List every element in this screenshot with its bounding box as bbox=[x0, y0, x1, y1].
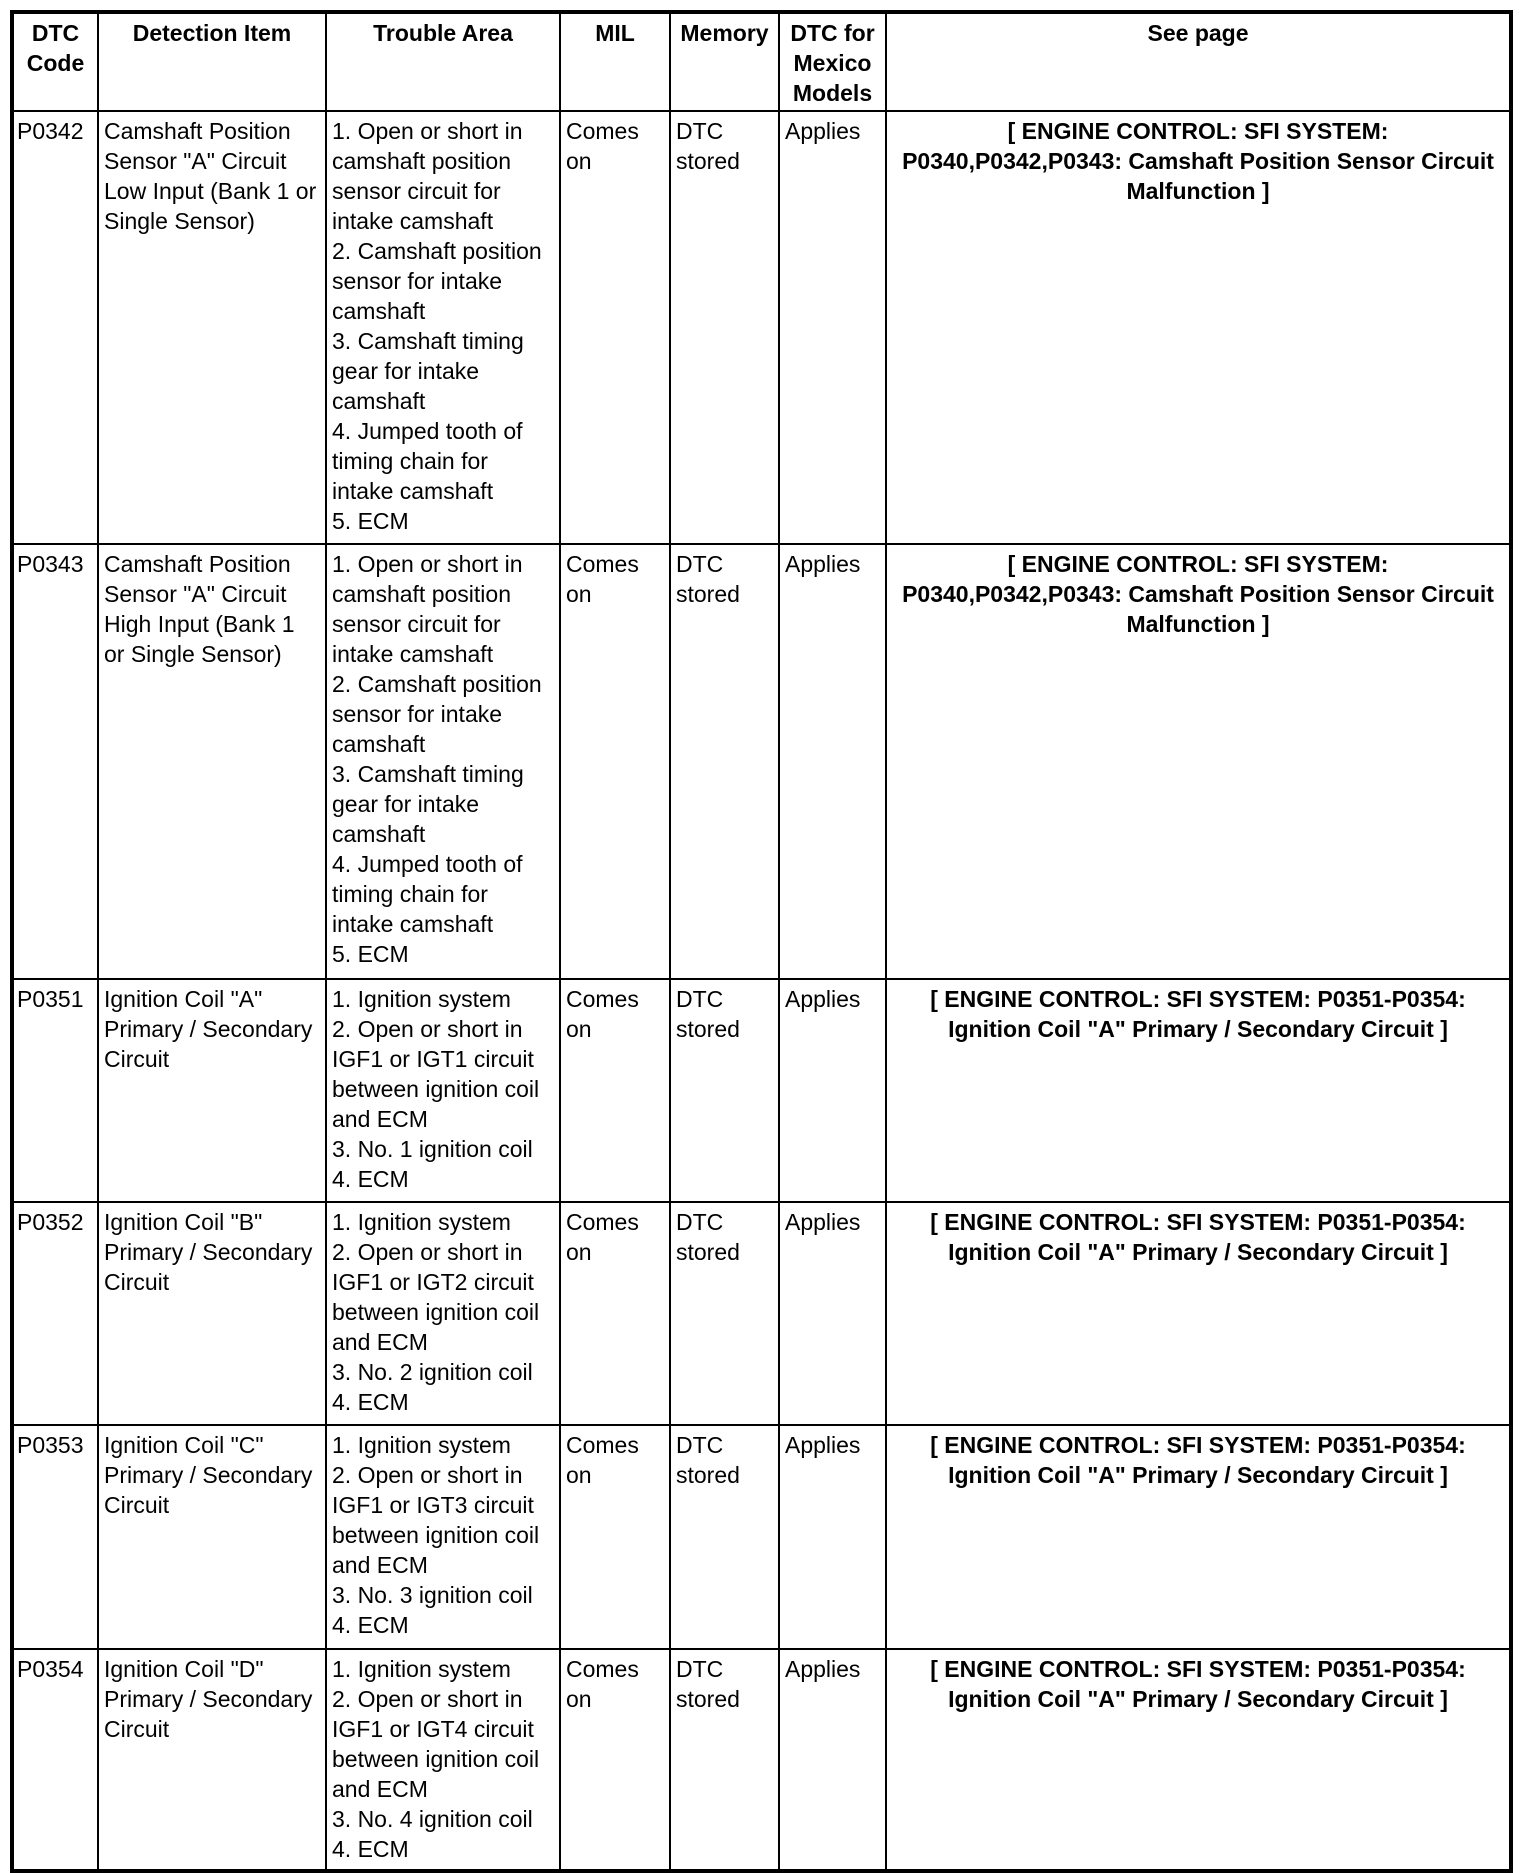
memory-status: DTC stored bbox=[670, 544, 779, 979]
trouble-area-item: 5. ECM bbox=[332, 941, 409, 967]
mil-status: Comes on bbox=[560, 1425, 670, 1649]
dtc-code: P0353 bbox=[12, 1425, 98, 1649]
header-row bbox=[12, 12, 1511, 111]
trouble-area-item: 1. Ignition system bbox=[332, 1432, 511, 1458]
table-row bbox=[12, 544, 1511, 979]
see-page-link[interactable]: [ ENGINE CONTROL: SFI SYSTEM: P0340,P0342,P0343: Camshaft Position Sensor Circuit Malfunction ] bbox=[886, 111, 1511, 544]
header-dtc-code: DTC Code bbox=[12, 12, 98, 111]
mexico-applies: Applies bbox=[779, 1649, 886, 1871]
table-row bbox=[12, 979, 1511, 1202]
mil-status: Comes on bbox=[560, 1202, 670, 1425]
header-mil: MIL bbox=[560, 12, 670, 111]
see-page-link[interactable]: [ ENGINE CONTROL: SFI SYSTEM: P0351-P0354: Ignition Coil "A" Primary / Secondary Circuit ] bbox=[886, 1649, 1511, 1871]
mil-status: Comes on bbox=[560, 111, 670, 544]
table-row bbox=[12, 111, 1511, 544]
table-row bbox=[12, 1649, 1511, 1871]
memory-status: DTC stored bbox=[670, 979, 779, 1202]
trouble-area-item: 4. ECM bbox=[332, 1612, 409, 1638]
trouble-area-item: 3. Camshaft timing gear for intake camshaft bbox=[332, 761, 524, 847]
memory-status: DTC stored bbox=[670, 1202, 779, 1425]
trouble-area-item: 4. ECM bbox=[332, 1166, 409, 1192]
mexico-applies: Applies bbox=[779, 1202, 886, 1425]
detection-item: Ignition Coil "B" Primary / Secondary Circuit bbox=[98, 1202, 326, 1425]
header-memory: Memory bbox=[670, 12, 779, 111]
dtc-table bbox=[10, 10, 1513, 1873]
trouble-area bbox=[326, 1425, 560, 1649]
table-row bbox=[12, 1202, 1511, 1425]
detection-item: Camshaft Position Sensor "A" Circuit Low Input (Bank 1 or Single Sensor) bbox=[98, 111, 326, 544]
trouble-area-item: 4. ECM bbox=[332, 1389, 409, 1415]
mil-status: Comes on bbox=[560, 544, 670, 979]
see-page-link[interactable]: [ ENGINE CONTROL: SFI SYSTEM: P0351-P0354: Ignition Coil "A" Primary / Secondary Circuit ] bbox=[886, 1425, 1511, 1649]
trouble-area-item: 1. Ignition system bbox=[332, 986, 511, 1012]
mexico-applies: Applies bbox=[779, 111, 886, 544]
see-page-link[interactable]: [ ENGINE CONTROL: SFI SYSTEM: P0351-P0354: Ignition Coil "A" Primary / Secondary Circuit ] bbox=[886, 1202, 1511, 1425]
mexico-applies: Applies bbox=[779, 1425, 886, 1649]
mexico-applies: Applies bbox=[779, 979, 886, 1202]
header-detection-item: Detection Item bbox=[98, 12, 326, 111]
trouble-area-item: 2. Open or short in IGF1 or IGT3 circuit between ignition coil and ECM bbox=[332, 1462, 540, 1578]
dtc-code: P0342 bbox=[12, 111, 98, 544]
header-mexico: DTC for Mexico Models bbox=[779, 12, 886, 111]
header-trouble-area: Trouble Area bbox=[326, 12, 560, 111]
trouble-area-item: 2. Open or short in IGF1 or IGT4 circuit between ignition coil and ECM bbox=[332, 1686, 540, 1802]
trouble-area-item: 3. No. 1 ignition coil bbox=[332, 1136, 533, 1162]
trouble-area-item: 5. ECM bbox=[332, 508, 409, 534]
trouble-area-item: 1. Ignition system bbox=[332, 1209, 511, 1235]
see-page-link[interactable]: [ ENGINE CONTROL: SFI SYSTEM: P0351-P0354: Ignition Coil "A" Primary / Secondary Circuit ] bbox=[886, 979, 1511, 1202]
dtc-code: P0343 bbox=[12, 544, 98, 979]
trouble-area-item: 1. Ignition system bbox=[332, 1656, 511, 1682]
trouble-area-item: 1. Open or short in camshaft position sensor circuit for intake camshaft bbox=[332, 551, 523, 667]
trouble-area-item: 4. ECM bbox=[332, 1836, 409, 1862]
trouble-area-item: 3. No. 2 ignition coil bbox=[332, 1359, 533, 1385]
trouble-area bbox=[326, 979, 560, 1202]
mil-status: Comes on bbox=[560, 979, 670, 1202]
trouble-area-item: 4. Jumped tooth of timing chain for intake camshaft bbox=[332, 851, 523, 937]
trouble-area bbox=[326, 1649, 560, 1871]
dtc-code: P0354 bbox=[12, 1649, 98, 1871]
mil-status: Comes on bbox=[560, 1649, 670, 1871]
detection-item: Camshaft Position Sensor "A" Circuit High Input (Bank 1 or Single Sensor) bbox=[98, 544, 326, 979]
mexico-applies: Applies bbox=[779, 544, 886, 979]
trouble-area-item: 2. Open or short in IGF1 or IGT1 circuit between ignition coil and ECM bbox=[332, 1016, 540, 1132]
trouble-area-item: 2. Open or short in IGF1 or IGT2 circuit between ignition coil and ECM bbox=[332, 1239, 540, 1355]
memory-status: DTC stored bbox=[670, 1425, 779, 1649]
detection-item: Ignition Coil "C" Primary / Secondary Circuit bbox=[98, 1425, 326, 1649]
trouble-area-item: 2. Camshaft position sensor for intake camshaft bbox=[332, 238, 542, 324]
detection-item: Ignition Coil "A" Primary / Secondary Circuit bbox=[98, 979, 326, 1202]
header-see-page: See page bbox=[886, 12, 1511, 111]
trouble-area-item: 3. Camshaft timing gear for intake camshaft bbox=[332, 328, 524, 414]
memory-status: DTC stored bbox=[670, 1649, 779, 1871]
memory-status: DTC stored bbox=[670, 111, 779, 544]
trouble-area-item: 2. Camshaft position sensor for intake camshaft bbox=[332, 671, 542, 757]
dtc-code: P0352 bbox=[12, 1202, 98, 1425]
trouble-area bbox=[326, 544, 560, 979]
trouble-area bbox=[326, 111, 560, 544]
trouble-area bbox=[326, 1202, 560, 1425]
see-page-link[interactable]: [ ENGINE CONTROL: SFI SYSTEM: P0340,P0342,P0343: Camshaft Position Sensor Circuit Malfunction ] bbox=[886, 544, 1511, 979]
trouble-area-item: 3. No. 3 ignition coil bbox=[332, 1582, 533, 1608]
table-row bbox=[12, 1425, 1511, 1649]
dtc-code: P0351 bbox=[12, 979, 98, 1202]
trouble-area-item: 1. Open or short in camshaft position sensor circuit for intake camshaft bbox=[332, 118, 523, 234]
trouble-area-item: 3. No. 4 ignition coil bbox=[332, 1806, 533, 1832]
detection-item: Ignition Coil "D" Primary / Secondary Circuit bbox=[98, 1649, 326, 1871]
trouble-area-item: 4. Jumped tooth of timing chain for intake camshaft bbox=[332, 418, 523, 504]
